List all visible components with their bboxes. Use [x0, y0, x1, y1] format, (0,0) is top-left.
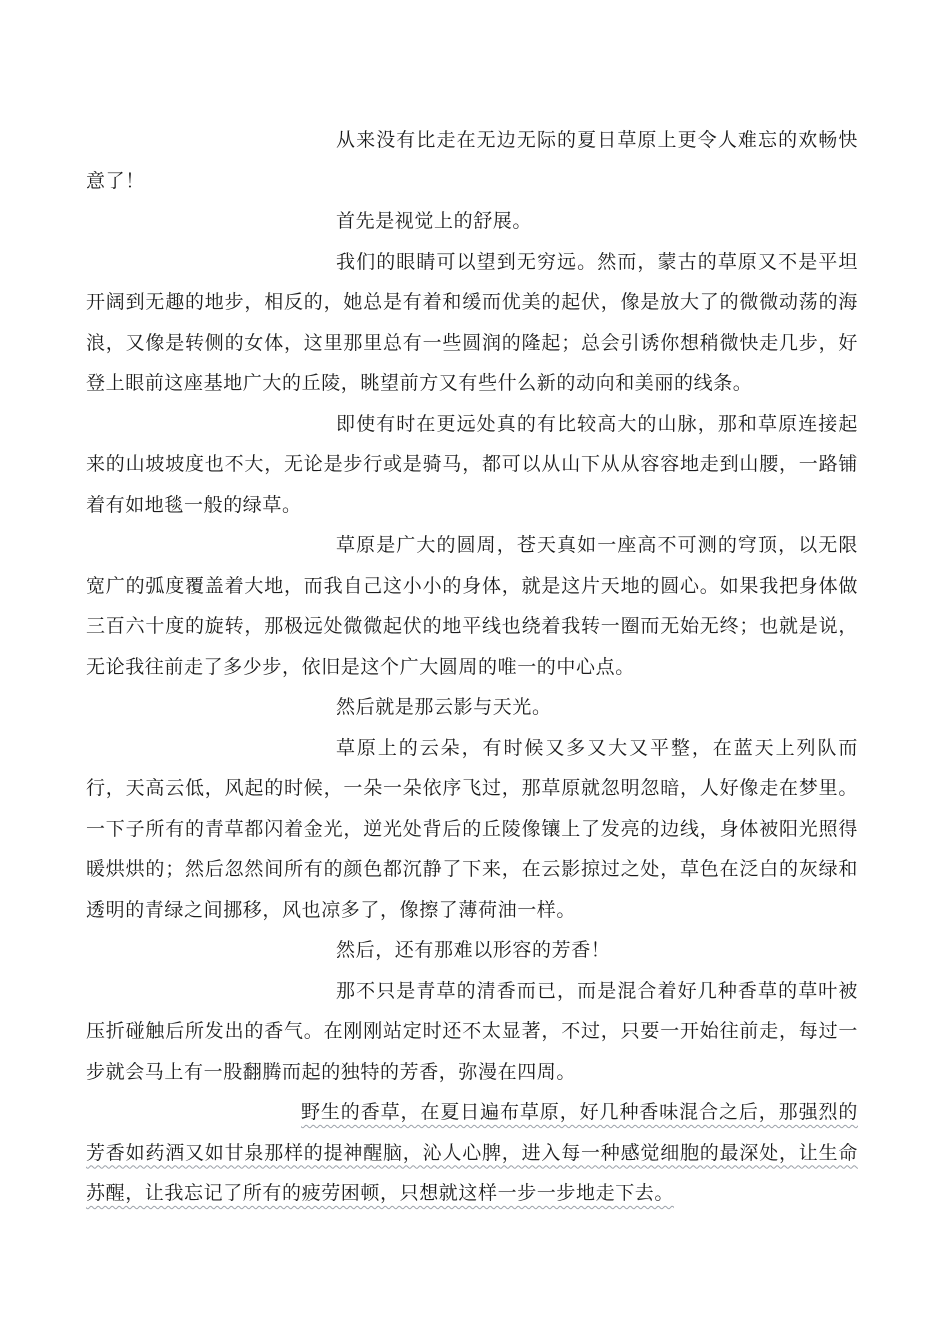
paragraph-10-underlined: [86, 1092, 858, 1214]
paragraph-2: 首先是视觉上的舒展。: [336, 210, 533, 232]
wavy-underlined-text: 野生的香草，在夏日遍布草原，好几种香味混合之后，那强烈的芳香如药酒又如甘泉那样的提神醒脑，沁人心脾，进入每一种感觉细胞的最深处，让生命苏醒，让我忘记了所有的疲劳困顿，只想就这样一步一步地走下去。: [86, 1101, 858, 1204]
paragraph-6: 然后就是那云影与天光。: [336, 696, 552, 718]
paragraph-8: 然后，还有那难以形容的芳香！: [336, 939, 611, 961]
paragraph-1: 从来没有比走在无边无际的夏日草原上更令人难忘的欢畅快意了！: [86, 129, 858, 192]
paragraph-4: 即使有时在更远处真的有比较高大的山脉，那和草原连接起来的山坡坡度也不大，无论是步行或是骑马，都可以从山下从从容容地走到山腰，一路铺着有如地毯一般的绿草。: [86, 412, 858, 516]
article-body: [86, 120, 858, 1214]
paragraph-9: 那不只是青草的清香而已，而是混合着好几种香草的草叶被压折碰触后所发出的香气。在刚刚站定时还不太显著，不过，只要一开始往前走，每过一步就会马上有一股翻腾而起的独特的芳香，弥漫在四周。: [86, 979, 858, 1083]
paragraph-7: 草原上的云朵，有时候又多又大又平整，在蓝天上列队而行，天高云低，风起的时候，一朵一朵依序飞过，那草原就忽明忽暗，人好像走在梦里。一下子所有的青草都闪着金光，逆光处背后的丘陵像镶上了发亮的边线，身体被阳光照得暖烘烘的；然后忽然间所有的颜色都沉静了下来，在云影掠过之处，草色在泛白的灰绿和透明的青绿之间挪移，风也凉多了，像擦了薄荷油一样。: [86, 736, 858, 921]
paragraph-5: 草原是广大的圆周，苍天真如一座高不可测的穹顶，以无限宽广的弧度覆盖着大地，而我自己这小小的身体，就是这片天地的圆心。如果我把身体做三百六十度的旋转，那极远处微微起伏的地平线也绕着我转一圈而无始无终；也就是说，无论我往前走了多少步，依旧是这个广大圆周的唯一的中心点。: [86, 534, 858, 678]
paragraph-3: 我们的眼睛可以望到无穷远。然而，蒙古的草原又不是平坦开阔到无趣的地步，相反的，她总是有着和缓而优美的起伏，像是放大了的微微动荡的海浪，又像是转侧的女体，这里那里总有一些圆润的隆起；总会引诱你想稍微快走几步，好登上眼前这座基地广大的丘陵，眺望前方又有些什么新的动向和美丽的线条。: [86, 250, 858, 394]
